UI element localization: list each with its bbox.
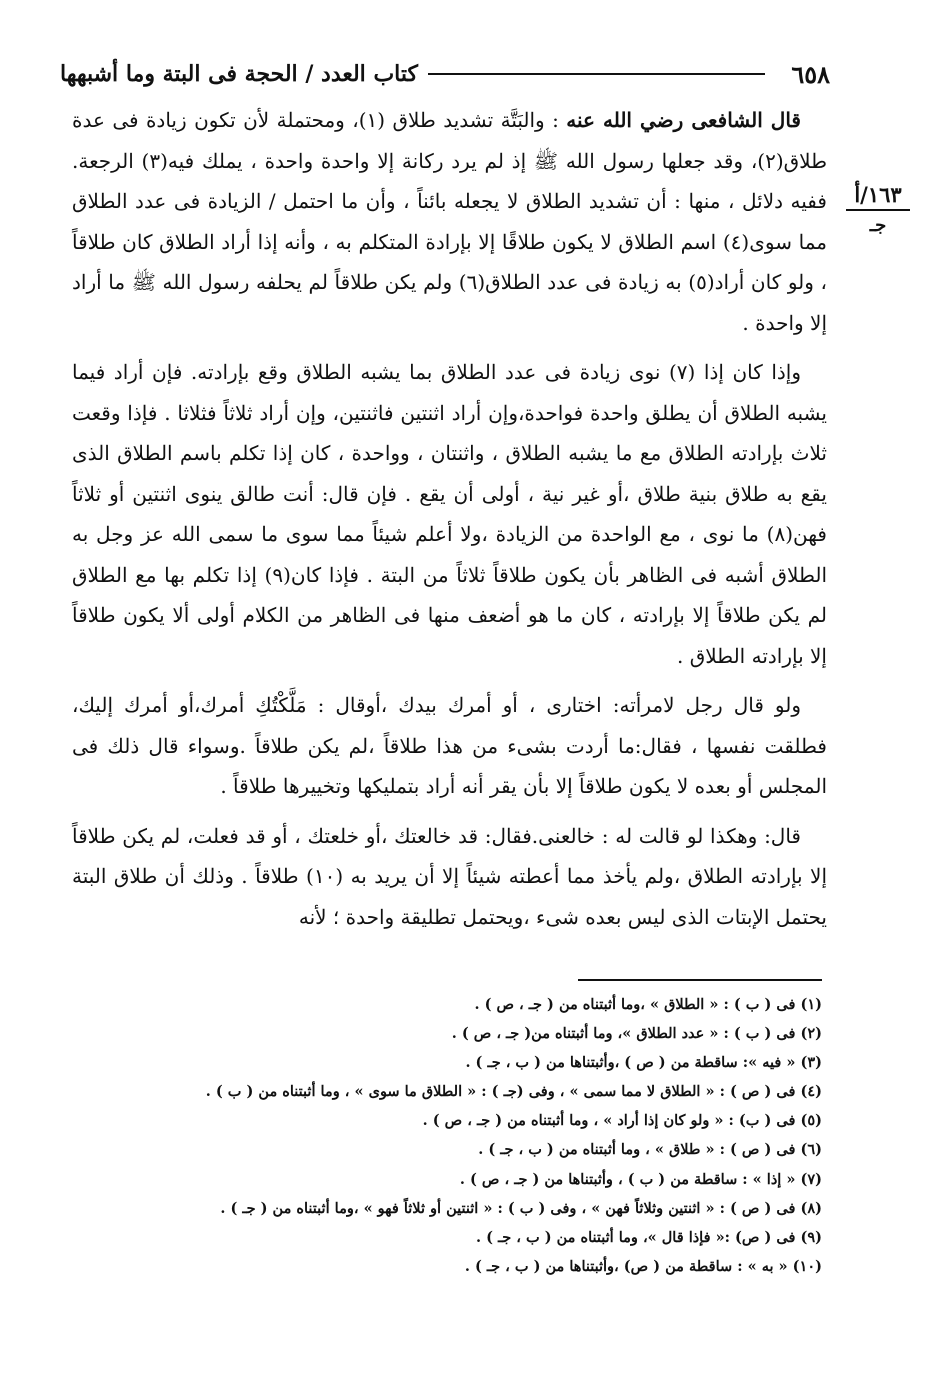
paragraph-lead: قال الشافعى رضي الله عنه: [566, 108, 801, 132]
paragraph-text: : والبَتَّة تشديد طلاق (١)، ومحتملة لأن تكون زيادة فى عدة طلاق(٢)، وقد جعلها رسول الله ﷺ إذ لم يرد ركانة إلا واحدة واحدة ، يملك فيه(٣) الرجعة. ففيه دلائل ، منها : أن تشديد الطلاق لا يجعله بائناً ، وأن ما احتمل / الزيادة فى عدد الطلاق مما سوى(٤) اسم الطلاق لا يكون طلاقًا إلا بإرادة المتكلم به ، وأنه إذا أراد الطلاق كان طلاقاً ، ولو كان أراد(٥) به زيادة فى عدد الطلاق(٦) ولم يكن طلاقاً لم يحلفه رسول الله ﷺ ما أراد إلا واحدة .: [72, 108, 828, 335]
footnote: (٢) فى ( ب ) : « عدد الطلاق »، وما أثبتناه من( جـ ، ص ) .: [451, 1025, 822, 1043]
page-number: ٦٥٨: [791, 59, 830, 89]
paragraph: [72, 685, 827, 807]
footnote: (١٠) « به » : ساقطة من ( ص) ،وأثبتناها من ( ب ، جـ ) .: [464, 1257, 822, 1275]
paragraph-text: وإذا كان إذا (٧) نوى زيادة فى عدد الطلاق بما يشبه الطلاق وقع بإرادته. فإن أراد فيما يشبه الطلاق أن يطلق واحدة فواحدة،وإن أراد اثنتين فاثنتين، وإن أراد ثلاثاً فثلاثا . فإذا وقعت ثلاث بإرادته الطلاق مع ما يشبه الطلاق ، واثنتان ، وواحدة ، كان إذا تكلم باسم الطلاق الذى يقع به طلاق بنية طلاق ،أو غير نية ، أولى أن يقع . فإن قال: أنت طالق ينوى اثنتين أو ثلاثاً فهن(٨) ما نوى ، مع الواحدة من الزيادة ،ولا أعلم شيئاً مما سوى ما سمى الله عز وجل به الطلاق أشبه فى الظاهر بأن يكون طلاقاً ثلاثاً من البتة . فإذا كان(٩) إذا تكلم بها مع الطلاق لم يكن طلاقاً إلا بإرادته ، كان ما هو أضعف منها فى الظاهر من الكلام أولى ألا يكون طلاقاً إلا بإرادته الطلاق .: [72, 360, 827, 668]
page-header: [60, 56, 830, 92]
footnote: (٥) فى ( ب) : « ولو كان إذا أراد » ، وما أثبتناه من ( جـ ، ص ) .: [422, 1112, 822, 1130]
footnote: (٩) فى ( ص) :« فإذا قال »، وما أثبتناه من ( ب ، جـ ) .: [476, 1228, 822, 1246]
paragraph: [72, 352, 827, 676]
footnote: (٤) فى ( ص ) : « الطلاق لا مما سمى » ، وفى (جـ ) : « الطلاق ما سوى » ، وما أثبتناه من ( ب ) .: [205, 1083, 822, 1101]
footnote: (١) فى ( ب ) : « الطلاق » ،وما أثبتناه من ( جـ ، ص ) .: [474, 996, 822, 1013]
paragraph: [72, 100, 827, 343]
footnote: (٣) « فيه »: ساقطة من ( ص ) ،وأثبتناها من ( ب ، جـ ) .: [465, 1054, 822, 1072]
footnote-rule: [578, 979, 822, 981]
header-rule: [428, 73, 765, 75]
footnote: (٨) فى ( ص ) : « اثنتين وثلاثاً فهن » ، وفى ( ب ) : « اثنتين أو ثلاثاً فهو » ،وما أثبتناه من ( جـ ) .: [220, 1199, 822, 1217]
main-text: [72, 100, 827, 946]
margin-note: [846, 182, 910, 236]
margin-manuscript-siglum: جـ: [869, 215, 887, 236]
paragraph: [72, 816, 827, 938]
paragraph-text: قال: وهكذا لو قالت له : خالعنى.فقال: قد خالعتك ،أو خلعتك ، أو قد فعلت، لم يكن طلاقاً إلا بإرادته الطلاق ،ولم يأخذ مما أعطته شيئاً إلا أن يريد به (١٠) طلاقاً . وذلك أن طلاق البتة يحتمل الإبتات الذى ليس بعده شىء ،ويحتمل تطليقة واحدة ؛ لأنه: [72, 823, 828, 929]
footnote: (٦) فى ( ص ) : « طلاق » ، وما أثبتناه من ( ب ، جـ ) .: [478, 1141, 822, 1159]
running-title: كتاب العدد / الحجة فى البتة وما أشبهها: [60, 61, 418, 87]
footnotes: [100, 990, 822, 1281]
footnote: (٧) « إذا » : ساقطة من ( ب ) ، وأثبتناها من ( جـ ، ص ) .: [459, 1170, 822, 1188]
margin-folio-ref: ١٦٣/أ: [846, 182, 910, 211]
paragraph-text: ولو قال رجل لامرأته: اختارى ، أو أمرك بيدك ،أوقال : مَلَّكْتُكِ أمرك،أو أمرك إليك، فطلقت نفسها ، فقال:ما أردت بشىء من هذا طلاقاً ،لم يكن طلاقاً .وسواء قال ذلك فى المجلس أو بعده لا يكون طلاقاً إلا بأن يقر أنه أراد بتمليكها وتخييرها طلاقاً .: [72, 693, 827, 798]
